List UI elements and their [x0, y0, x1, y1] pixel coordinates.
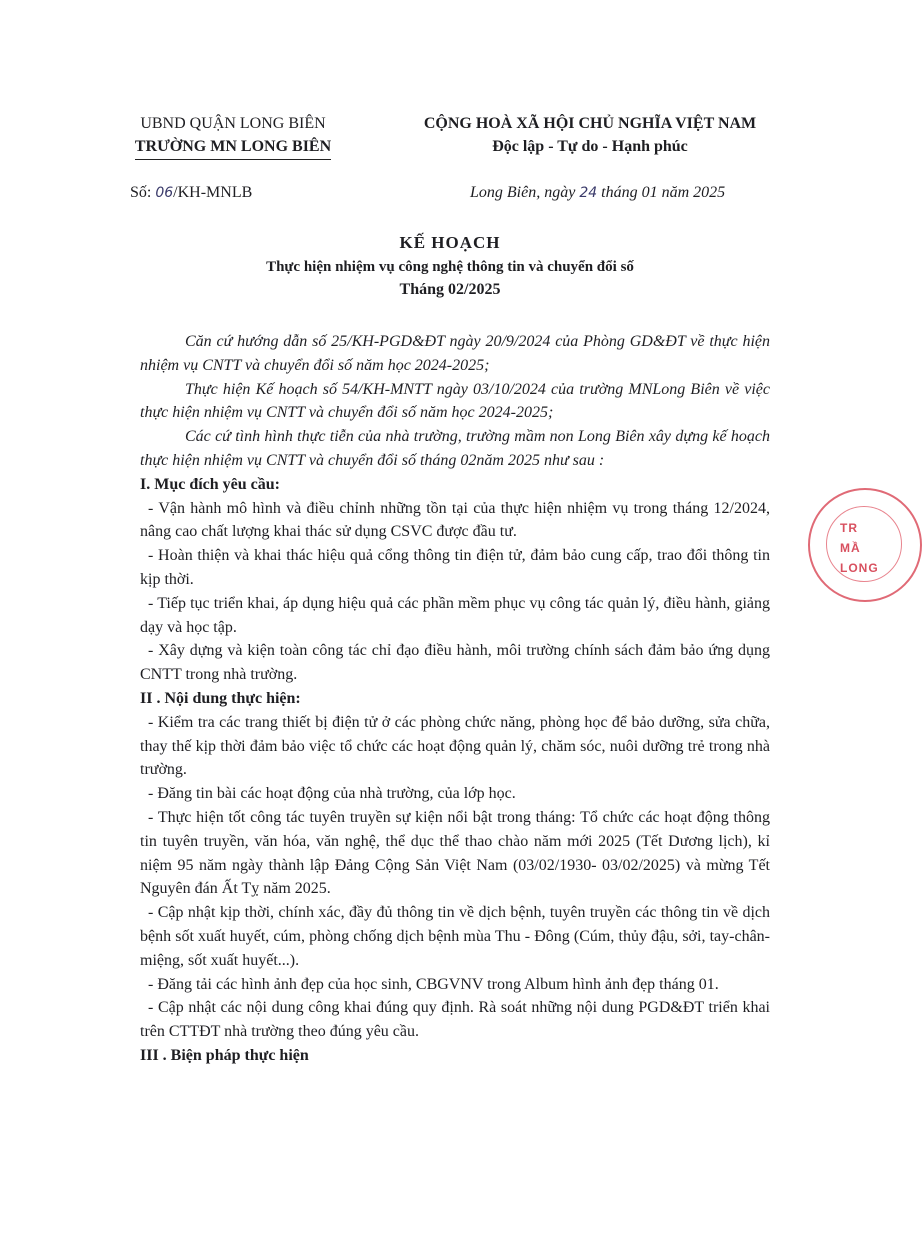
section-2-item: - Cập nhật các nội dung công khai đúng quy định. Rà soát những nội dung PGD&ĐT triển khai trên CTTĐT nhà trường theo đúng yêu cầu. — [140, 999, 770, 1041]
section-1-item: - Vận hành mô hình và điều chỉnh những tồn tại của thực hiện nhiệm vụ trong tháng 12/2024, nâng cao chất lượng khai thác sử dụng CSVC được đầu tư. — [140, 499, 770, 541]
motto: Độc lập - Tự do - Hạnh phúc — [492, 138, 688, 155]
date-place: Long Biên, ngày — [470, 184, 580, 201]
intro-paragraph: Thực hiện Kế hoạch số 54/KH-MNTT ngày 03/10/2024 của trường MNLong Biên về việc thực hiện nhiệm vụ CNTT và chuyển đổi số năm học 2024-2025; — [140, 380, 770, 422]
title-block — [130, 230, 770, 302]
document-number — [130, 184, 252, 202]
intro-paragraph: Căn cứ hướng dẫn số 25/KH-PGD&ĐT ngày 20/9/2024 của Phòng GD&ĐT về thực hiện nhiệm vụ CNTT và chuyển đổi số năm học 2024-2025; — [140, 333, 770, 374]
section-1-item: - Tiếp tục triển khai, áp dụng hiệu quả các phần mềm phục vụ công tác quản lý, điều hành, giảng dạy và học tập. — [140, 594, 770, 636]
intro-paragraph: Các cứ tình hình thực tiễn của nhà trường, trường mầm non Long Biên xây dựng kế hoạch thực hiện nhiệm vụ CNTT và chuyển đổi số tháng 02năm 2025 như sau : — [140, 428, 770, 469]
document-period: Tháng 02/2025 — [399, 281, 501, 298]
section-1-item: - Xây dựng và kiện toàn công tác chỉ đạo điều hành, môi trường chính sách đảm bảo ứng dụng CNTT trong nhà trường. — [140, 642, 770, 684]
date-month-year: tháng 01 năm 2025 — [597, 184, 726, 201]
document-body — [140, 330, 770, 1068]
district-name: UBND QUẬN LONG BIÊN — [140, 115, 326, 132]
document-title: KẾ HOẠCH — [399, 233, 501, 252]
doc-number-handwritten: 06 — [155, 185, 174, 201]
document-date — [470, 184, 725, 202]
section-1-heading: I. Mục đích yêu cầu: — [140, 475, 280, 493]
section-2-item: - Thực hiện tốt công tác tuyên truyền sự kiện nổi bật trong tháng: Tổ chức các hoạt động thông tin tuyên truyền, văn hóa, văn nghệ, thể dục thể thao chào năm mới 2025 (Tết Dương lịch), kỉ niệm 95 năm ngày thành lập Đảng Cộng Sản Việt Nam (03/02/1930- 03/02/2025) và mừng Tết Nguyên đán Ất Tỵ năm 2025. — [140, 808, 770, 898]
section-2-item: - Đăng tin bài các hoạt động của nhà trường, của lớp học. — [148, 785, 516, 803]
section-2-heading: II . Nội dung thực hiện: — [140, 689, 301, 707]
national-motto-block — [395, 112, 785, 158]
section-2-item: - Cập nhật kịp thời, chính xác, đầy đủ thông tin về dịch bệnh, tuyên truyền các thông tin về dịch bệnh sốt xuất huyết, cúm, phòng chống dịch bệnh mùa Thu - Đông (Cúm, thủy đậu, sởi, tay-chân-miệng, sốt xuất huyết...). — [140, 904, 770, 969]
school-name: TRƯỜNG MN LONG BIÊN — [135, 135, 331, 160]
seal-text-line: MẦ — [840, 541, 861, 555]
seal-text-line: LONG — [840, 561, 879, 575]
issuer-block — [108, 112, 358, 160]
section-1-item: - Hoàn thiện và khai thác hiệu quả cổng thông tin điện tử, đảm bảo cung cấp, trao đổi thông tin kịp thời. — [140, 547, 770, 588]
school-seal-stamp — [808, 488, 922, 602]
doc-number-suffix: /KH-MNLB — [173, 184, 253, 201]
date-day-handwritten: 24 — [579, 185, 598, 201]
document-subtitle: Thực hiện nhiệm vụ công nghệ thông tin và chuyển đổi số — [266, 259, 634, 275]
seal-text — [840, 518, 879, 578]
section-3-heading: III . Biện pháp thực hiện — [140, 1046, 309, 1064]
section-2-item: - Kiểm tra các trang thiết bị điện tử ở các phòng chức năng, phòng học để bảo dưỡng, sửa chữa, thay thế kịp thời đảm bảo việc tổ chức các hoạt động quản lý, chăm sóc, nuôi dưỡng trẻ trong nhà trường. — [140, 713, 770, 779]
doc-number-prefix: Số: — [130, 184, 156, 201]
section-2-item: - Đăng tải các hình ảnh đẹp của học sinh, CBGVNV trong Album hình ảnh đẹp tháng 01. — [148, 975, 719, 993]
seal-text-line: TR — [840, 521, 858, 535]
country-name: CỘNG HOÀ XÃ HỘI CHỦ NGHĨA VIỆT NAM — [423, 115, 757, 132]
